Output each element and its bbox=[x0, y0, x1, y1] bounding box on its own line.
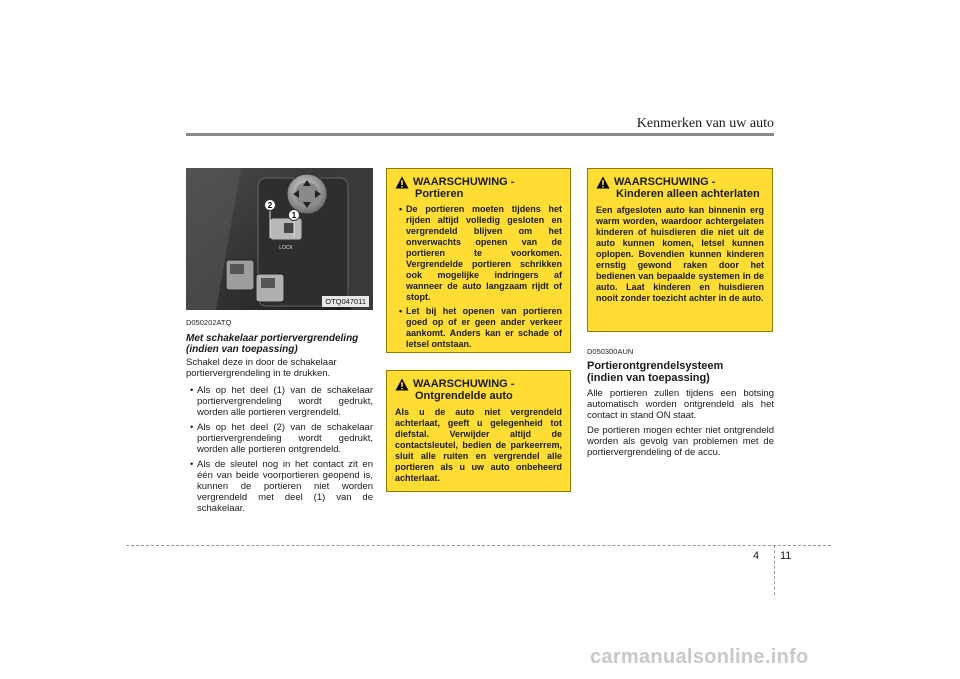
section-heading-sub: (indien van toepassing) bbox=[587, 372, 710, 384]
left-column bbox=[186, 318, 373, 518]
warning-body: Een afgesloten auto kan binnenin erg warm worden, waardoor achtergelaten kinderen of huisdieren die niet uit de auto kunnen komen, letsel kunnen oplopen. Bovendien kunnen kinderen ernstig gewond raken door het bedienen van bepaalde systemen in de auto. Laat kinderen en huisdieren nooit zonder toezicht achter in de auto. bbox=[596, 205, 764, 303]
list-item: • De portieren moeten tijdens het rijden altijd volledig gesloten en vergrendeld blijven om het onverwachts openen van de portieren te voorkomen. Vergrendelde portieren schrikken ook mogelijke indringers af wanneer de auto langzaam rijdt of stopt. bbox=[395, 204, 562, 303]
list-item: • Als op het deel (2) van de schakelaar portiervergrendeling wordt gedrukt, worden alle portieren ontgrendeld. bbox=[186, 422, 373, 455]
header-rule bbox=[186, 133, 774, 136]
warning-triangle-icon bbox=[395, 378, 409, 391]
list-item: • Als op het deel (1) van de schakelaar portiervergrendeling wordt gedrukt, worden alle portieren vergrendeld. bbox=[186, 385, 373, 418]
warning-subtitle: Portieren bbox=[415, 188, 464, 200]
right-column bbox=[587, 347, 774, 458]
door-switch-illustration bbox=[186, 168, 373, 310]
warning-box-children bbox=[587, 168, 773, 332]
left-bullet-list bbox=[186, 385, 373, 514]
page-header-title: Kenmerken van uw auto bbox=[636, 116, 774, 131]
callout-2-label: 2 bbox=[267, 201, 273, 210]
paragraph: Alle portieren zullen tijdens een botsing automatisch worden ontgrendeld als het contact in stand ON staat. bbox=[587, 388, 774, 421]
paragraph: De portieren mogen echter niet ontgrendeld worden als gevolg van problemen met de portiervergrendeling of de accu. bbox=[587, 425, 774, 458]
section-heading: Portierontgrendelsysteem bbox=[587, 360, 724, 372]
photo-code: OTQ047011 bbox=[322, 296, 369, 307]
section-code: D050300AUN bbox=[587, 347, 634, 356]
warning-box-doors bbox=[386, 168, 571, 353]
watermark: carmanualsonline.info bbox=[590, 646, 809, 668]
warning-subtitle: Kinderen alleen achterlaten bbox=[616, 188, 760, 200]
warning-triangle-icon bbox=[395, 176, 409, 189]
warning-bullet-list bbox=[395, 204, 562, 350]
page-number: 11 bbox=[780, 550, 792, 562]
list-item: • Als de sleutel nog in het contact zit en één van beide voorportieren geopend is, kunnen de portieren niet worden vergrendeld met deel (1) van de schakelaar. bbox=[186, 459, 373, 514]
warning-title: WAARSCHUWING - bbox=[413, 176, 515, 188]
warning-box-unlocked-car bbox=[386, 370, 571, 492]
callout-1-label: 1 bbox=[291, 211, 297, 220]
chapter-number: 4 bbox=[753, 550, 760, 562]
list-item: • Let bij het openen van portieren goed op of er geen ander verkeer aankomt. Anders kan er schade of letsel ontstaan. bbox=[395, 306, 562, 350]
warning-heading bbox=[395, 176, 562, 200]
warning-subtitle: Ontgrendelde auto bbox=[415, 390, 513, 402]
warning-title: WAARSCHUWING - bbox=[413, 378, 515, 390]
warning-triangle-icon bbox=[596, 176, 610, 189]
warning-body: Als u de auto niet vergrendeld achterlaat, geeft u gelegenheid tot diefstal. Verwijder altijd de contactsleutel, bedien de parkeerrem, sluit alle ruiten en vergrendel alle portieren als u uw auto onbeheerd achterlaat. bbox=[395, 407, 562, 483]
door-lock-switch-photo bbox=[186, 168, 373, 310]
footer-divider bbox=[774, 545, 775, 595]
footer-rule bbox=[126, 545, 831, 546]
section-subheading: Met schakelaar portiervergrendeling (indien van toepassing) bbox=[186, 333, 359, 355]
warning-heading bbox=[395, 378, 562, 402]
section-intro: Schakel deze in door de schakelaar portiervergrendeling in te drukken. bbox=[186, 357, 337, 379]
section-code: D050202ATQ bbox=[186, 318, 232, 327]
lock-label: LOCK bbox=[279, 245, 293, 251]
warning-heading bbox=[596, 176, 764, 200]
warning-title: WAARSCHUWING - bbox=[614, 176, 716, 188]
